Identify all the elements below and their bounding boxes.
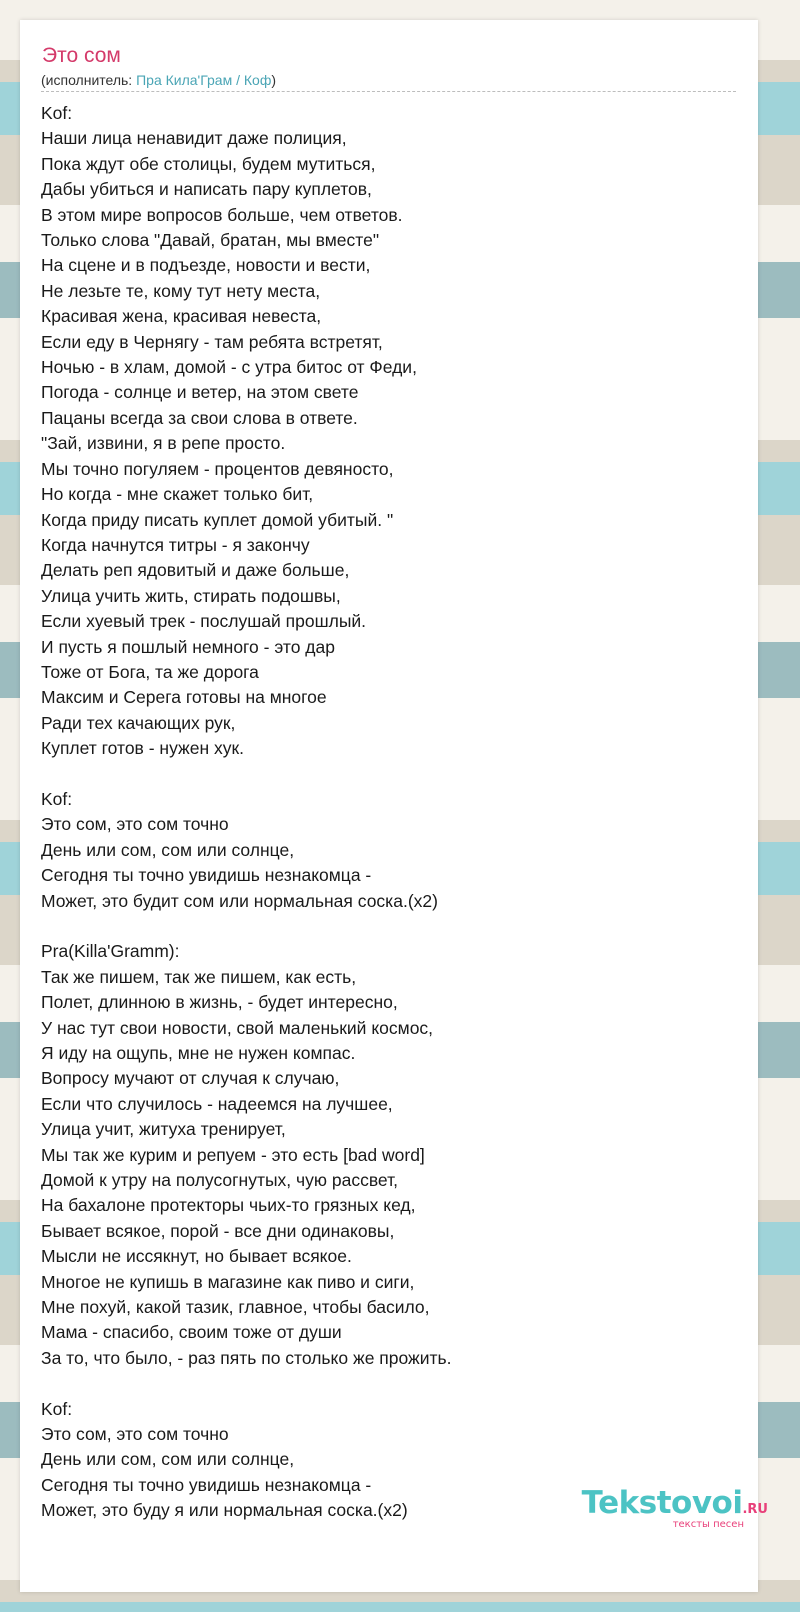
lyric-line: Тоже от Бога, та же дорога xyxy=(41,661,259,682)
lyric-line: Красивая жена, красивая невеста, xyxy=(41,306,322,327)
lyric-line: Пока ждут обе столицы, будем мутиться, xyxy=(41,153,376,174)
lyric-line: На сцене и в подъезде, новости и вести, xyxy=(41,255,371,276)
lyric-line: Ночью - в хлам, домой - с утра битос от Феди, xyxy=(41,357,417,378)
lyric-line: За то, что было, - раз пять по столько же прожить. xyxy=(41,1347,452,1368)
artist-link-kof[interactable]: Коф xyxy=(243,72,272,88)
lyric-line: У нас тут свои новости, свой маленький космос, xyxy=(41,1017,434,1038)
lyric-line: Это сом, это сом точно xyxy=(41,814,229,835)
lyric-line: Максим и Серега готовы на многое xyxy=(41,687,327,708)
lyrics-stanza xyxy=(41,939,736,1371)
lyrics-card xyxy=(20,20,758,1592)
lyric-line: Полет, длинною в жизнь, - будет интересно, xyxy=(41,992,398,1013)
lyric-line: Не лезьте те, кому тут нету места, xyxy=(41,280,321,301)
lyric-line: В этом мире вопросов больше, чем ответов. xyxy=(41,204,403,225)
lyric-line: И пусть я пошлый немного - это дар xyxy=(41,636,335,657)
lyric-line: Может, это будит сом или нормальная соска.(x2) xyxy=(41,890,438,911)
site-logo[interactable] xyxy=(581,1485,768,1530)
artist-line xyxy=(41,71,276,89)
lyric-line: Если что случилось - надеемся на лучшее, xyxy=(41,1093,393,1114)
lyric-line: Kof: xyxy=(41,1398,73,1419)
lyrics-stanza xyxy=(41,787,736,914)
lyric-line: Вопросу мучают от случая к случаю, xyxy=(41,1068,340,1089)
lyrics-stanza xyxy=(41,101,736,762)
lyric-line: "Зай, извини, я в репе просто. xyxy=(41,433,286,454)
lyric-line: Kof: xyxy=(41,103,73,123)
lyric-line: Когда приду писать куплет домой убитый. " xyxy=(41,509,394,530)
lyric-line: Ради тех качающих рук, xyxy=(41,712,236,733)
title-divider xyxy=(41,91,736,92)
logo-name: Tekstovoi xyxy=(581,1485,743,1521)
lyric-line: Мы так же курим и репуем - это есть [bad word] xyxy=(41,1144,425,1165)
lyric-line: Это сом, это сом точно xyxy=(41,1424,229,1445)
lyric-line: Делать реп ядовитый и даже больше, xyxy=(41,560,350,581)
lyric-line: Если хуевый трек - послушай прошлый. xyxy=(41,611,367,632)
lyric-line: Я иду на ощупь, мне не нужен компас. xyxy=(41,1043,356,1063)
lyric-line: Улица учить жить, стирать подошвы, xyxy=(41,585,341,606)
lyric-line: Наши лица ненавидит даже полиция, xyxy=(41,128,347,149)
lyric-line: Улица учит, житуха тренирует, xyxy=(41,1119,286,1140)
lyric-line: День или сом, сом или солнце, xyxy=(41,839,295,860)
lyric-line: Так же пишем, так же пишем, как есть, xyxy=(41,966,357,987)
lyric-line: Только слова "Давай, братан, мы вместе" xyxy=(41,230,380,251)
lyric-line: День или сом, сом или солнце, xyxy=(41,1449,295,1470)
lyric-line: Многое не купишь в магазине как пиво и сиги, xyxy=(41,1271,415,1292)
lyrics-text xyxy=(41,101,736,1524)
logo-tld: .RU xyxy=(742,1502,768,1517)
artist-separator: / xyxy=(232,72,244,88)
lyric-line: Pra(Killa'Gramm): xyxy=(41,941,180,962)
lyric-line: Сегодня ты точно увидишь незнакомца - xyxy=(41,1474,372,1495)
lyric-line: Когда начнутся титры - я закончу xyxy=(41,534,310,555)
artist-prefix: (исполнитель: xyxy=(41,72,137,88)
lyric-line: Мне похуй, какой тазик, главное, чтобы басило, xyxy=(41,1297,430,1318)
lyric-line: Мысли не иссякнут, но бывает всякое. xyxy=(41,1246,352,1267)
lyric-line: Сегодня ты точно увидишь незнакомца - xyxy=(41,865,372,886)
logo-tagline: тексты песен xyxy=(672,1519,744,1530)
lyric-line: Если еду в Чернягу - там ребята встретят, xyxy=(41,331,383,352)
song-title: Это сом xyxy=(42,44,121,67)
lyric-line: Куплет готов - нужен хук. xyxy=(41,738,245,759)
lyric-line: Пацаны всегда за свои слова в ответе. xyxy=(41,407,358,428)
lyric-line: Может, это буду я или нормальная соска.(x2) xyxy=(41,1500,408,1521)
lyric-line: Kof: xyxy=(41,788,73,809)
lyric-line: Бывает всякое, порой - все дни одинаковы, xyxy=(41,1220,395,1241)
lyric-line: Домой к утру на полусогнутых, чую рассвет, xyxy=(41,1170,399,1191)
artist-link-pra-killa-gramm[interactable]: Пра Кила'Грам xyxy=(136,72,233,88)
lyric-line: Мы точно погуляем - процентов девяносто, xyxy=(41,458,394,479)
lyric-line: Погода - солнце и ветер, на этом свете xyxy=(41,382,359,403)
lyric-line: Но когда - мне скажет только бит, xyxy=(41,484,314,505)
lyric-line: На бахалоне протекторы чьих-то грязных кед, xyxy=(41,1195,416,1216)
lyric-line: Мама - спасибо, своим тоже от души xyxy=(41,1322,342,1343)
lyric-line: Дабы убиться и написать пару куплетов, xyxy=(41,179,372,200)
artist-suffix: ) xyxy=(271,72,277,88)
